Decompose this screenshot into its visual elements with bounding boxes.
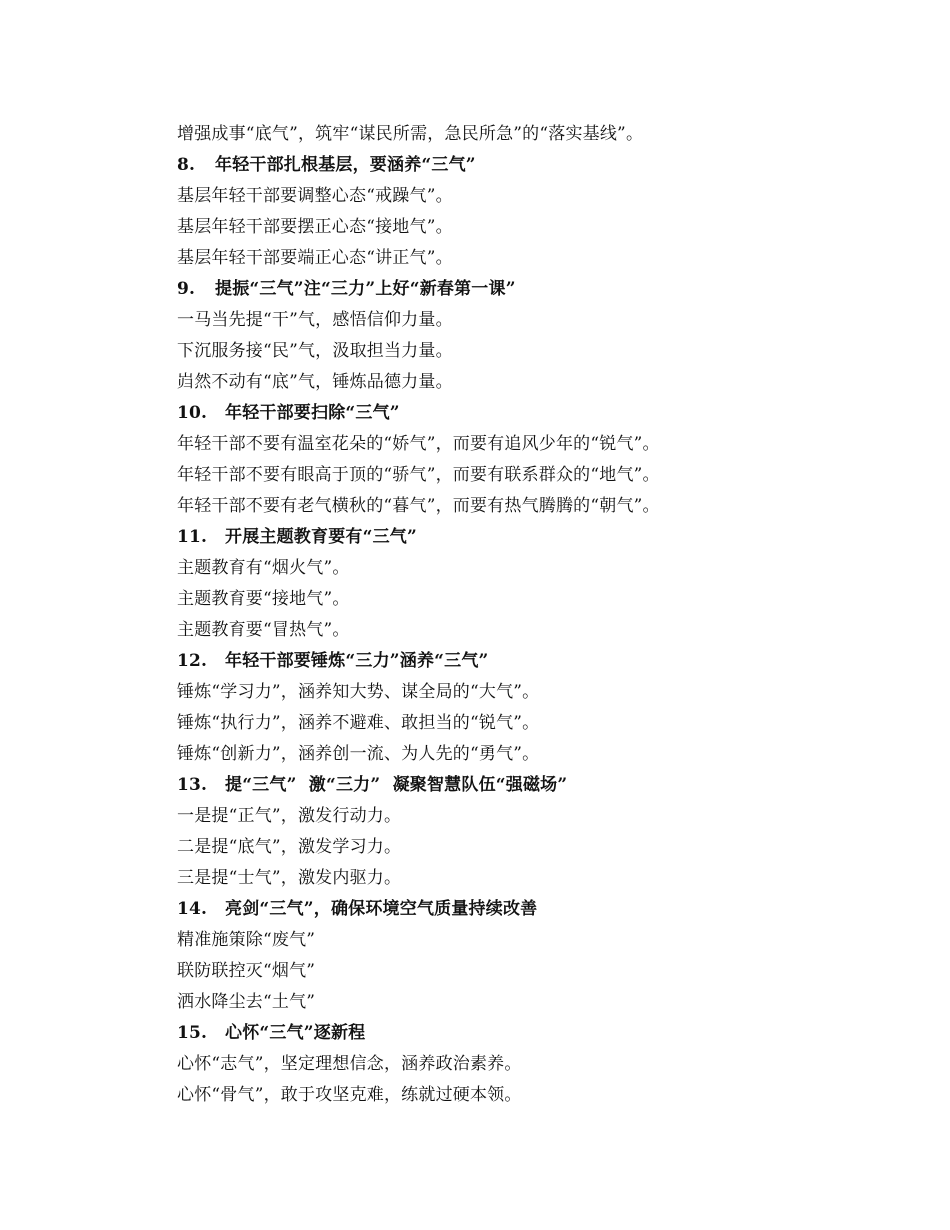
section-title: 亮剑“三气”，确保环境空气质量持续改善 [225, 899, 538, 919]
section-line: 年轻干部不要有老气横秋的“暮气”，而要有热气腾腾的“朝气”。 [177, 496, 660, 516]
document-body [177, 119, 897, 1111]
section-heading-9 [177, 274, 897, 305]
section-line: 一是提“正气”，激发行动力。 [177, 806, 402, 826]
section-heading-13 [177, 770, 897, 801]
section-line: 基层年轻干部要摆正心态“接地气”。 [177, 217, 453, 237]
section-line: 主题教育要“接地气”。 [177, 589, 350, 609]
section-line: 主题教育要“冒热气”。 [177, 620, 350, 640]
section-line: 心怀“志气”，坚定理想信念，涵养政治素养。 [177, 1054, 522, 1074]
section-title: 提“三气” 激“三力” 凝聚智慧队伍“强磁场” [225, 775, 568, 795]
section-number: 15. [177, 1023, 208, 1043]
section-line: 锤炼“学习力”，涵养知大势、谋全局的“大气”。 [177, 682, 540, 702]
section-heading-14 [177, 894, 897, 925]
section-number: 11. [177, 527, 208, 547]
section-line: 洒水降尘去“土气” [177, 992, 316, 1012]
intro-line: 增强成事“底气”，筑牢“谋民所需，急民所急”的“落实基线”。 [177, 124, 644, 144]
section-line: 年轻干部不要有眼高于顶的“骄气”，而要有联系群众的“地气”。 [177, 465, 660, 485]
section-line: 锤炼“创新力”，涵养创一流、为人先的“勇气”。 [177, 744, 540, 764]
section-line: 联防联控灭“烟气” [177, 961, 316, 981]
section-number: 8. [177, 155, 196, 175]
section-heading-11 [177, 522, 897, 553]
section-line: 年轻干部不要有温室花朵的“娇气”，而要有追风少年的“锐气”。 [177, 434, 660, 454]
section-heading-10 [177, 398, 897, 429]
section-number: 13. [177, 775, 208, 795]
section-line: 下沉服务接“民”气，汲取担当力量。 [177, 341, 453, 361]
section-line: 锤炼“执行力”，涵养不避难、敢担当的“锐气”。 [177, 713, 540, 733]
section-title: 开展主题教育要有“三气” [225, 527, 417, 547]
section-heading-12 [177, 646, 897, 677]
section-number: 10. [177, 403, 208, 423]
section-number: 9. [177, 279, 196, 299]
section-number: 12. [177, 651, 208, 671]
section-line: 心怀“骨气”，敢于攻坚克难，练就过硬本领。 [177, 1085, 522, 1105]
section-line: 一马当先提“干”气，感悟信仰力量。 [177, 310, 453, 330]
section-number: 14. [177, 899, 208, 919]
section-title: 提振“三气”注“三力”上好“新春第一课” [215, 279, 516, 299]
section-line: 基层年轻干部要调整心态“戒躁气”。 [177, 186, 453, 206]
section-line: 三是提“士气”，激发内驱力。 [177, 868, 402, 888]
section-heading-15 [177, 1018, 897, 1049]
section-title: 心怀“三气”逐新程 [225, 1023, 366, 1043]
section-title: 年轻干部要锤炼“三力”涵养“三气” [225, 651, 489, 671]
section-line: 岿然不动有“底”气，锤炼品德力量。 [177, 372, 453, 392]
section-line: 精准施策除“废气” [177, 930, 316, 950]
section-title: 年轻干部要扫除“三气” [225, 403, 400, 423]
section-heading-8 [177, 150, 897, 181]
section-line: 主题教育有“烟火气”。 [177, 558, 350, 578]
section-title: 年轻干部扎根基层，要涵养“三气” [215, 155, 476, 175]
section-line: 二是提“底气”，激发学习力。 [177, 837, 402, 857]
section-line: 基层年轻干部要端正心态“讲正气”。 [177, 248, 453, 268]
